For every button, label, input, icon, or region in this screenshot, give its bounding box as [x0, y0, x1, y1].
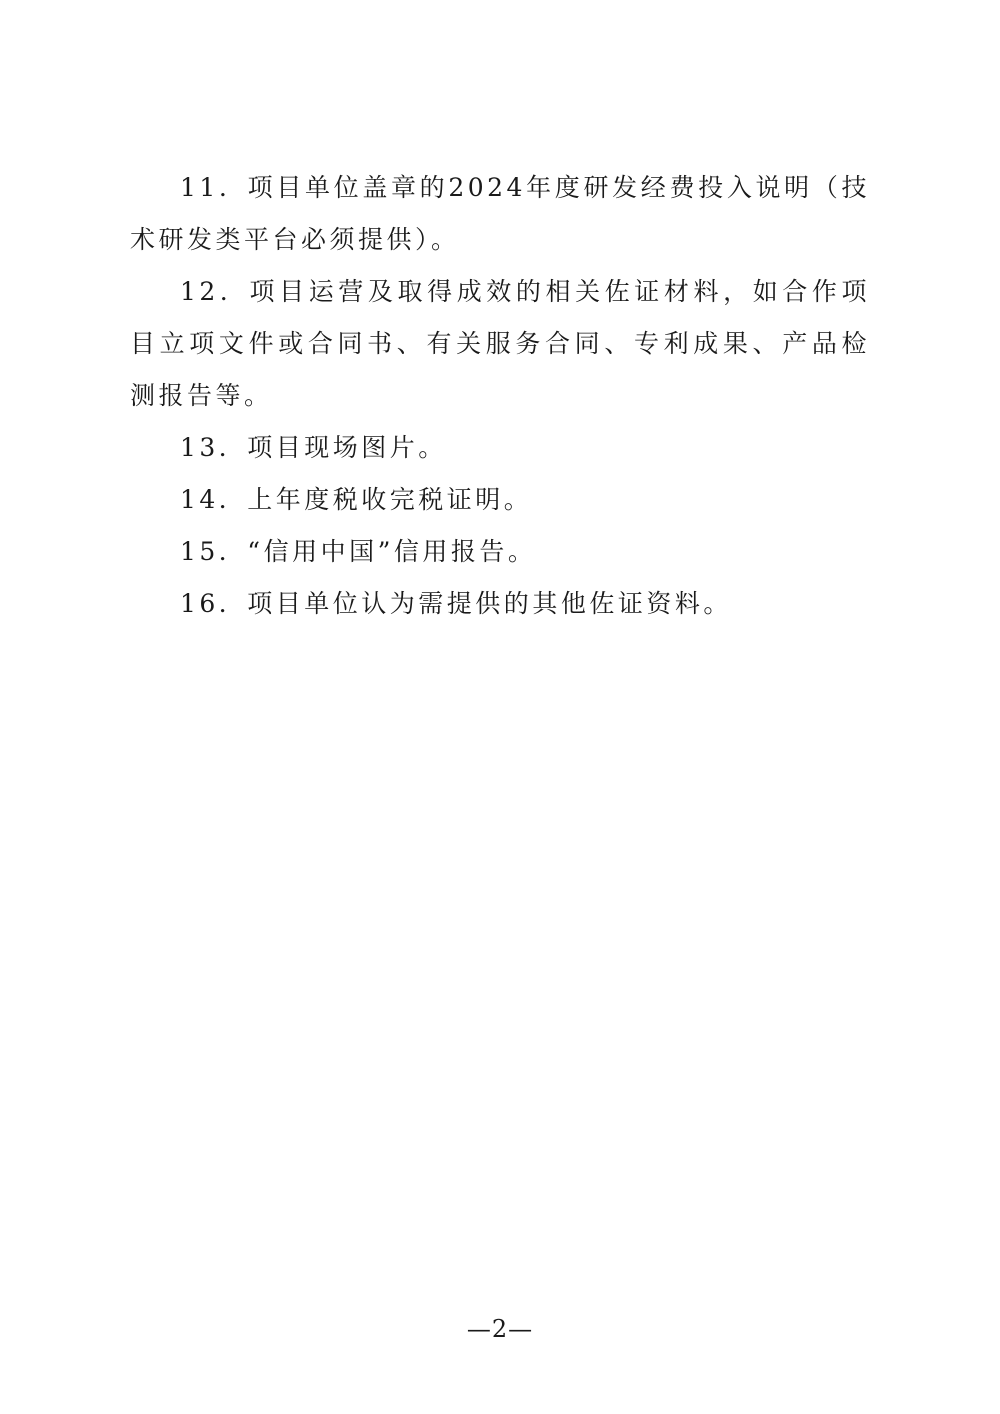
list-item-15: 15．“信用中国”信用报告。: [180, 537, 537, 566]
document-body: [130, 162, 870, 630]
list-item-11: 11．项目单位盖章的2024年度研发经费投入说明（技术研发类平台必须提供）。: [130, 173, 870, 254]
list-item-16: 16．项目单位认为需提供的其他佐证资料。: [180, 589, 732, 618]
list-item-12: 12．项目运营及取得成效的相关佐证材料，如合作项目立项文件或合同书、有关服务合同、专利成果、产品检测报告等。: [130, 277, 870, 410]
list-item-13: 13．项目现场图片。: [180, 433, 447, 462]
page-number: —2—: [466, 1315, 534, 1343]
list-item-14: 14．上年度税收完税证明。: [180, 485, 533, 514]
